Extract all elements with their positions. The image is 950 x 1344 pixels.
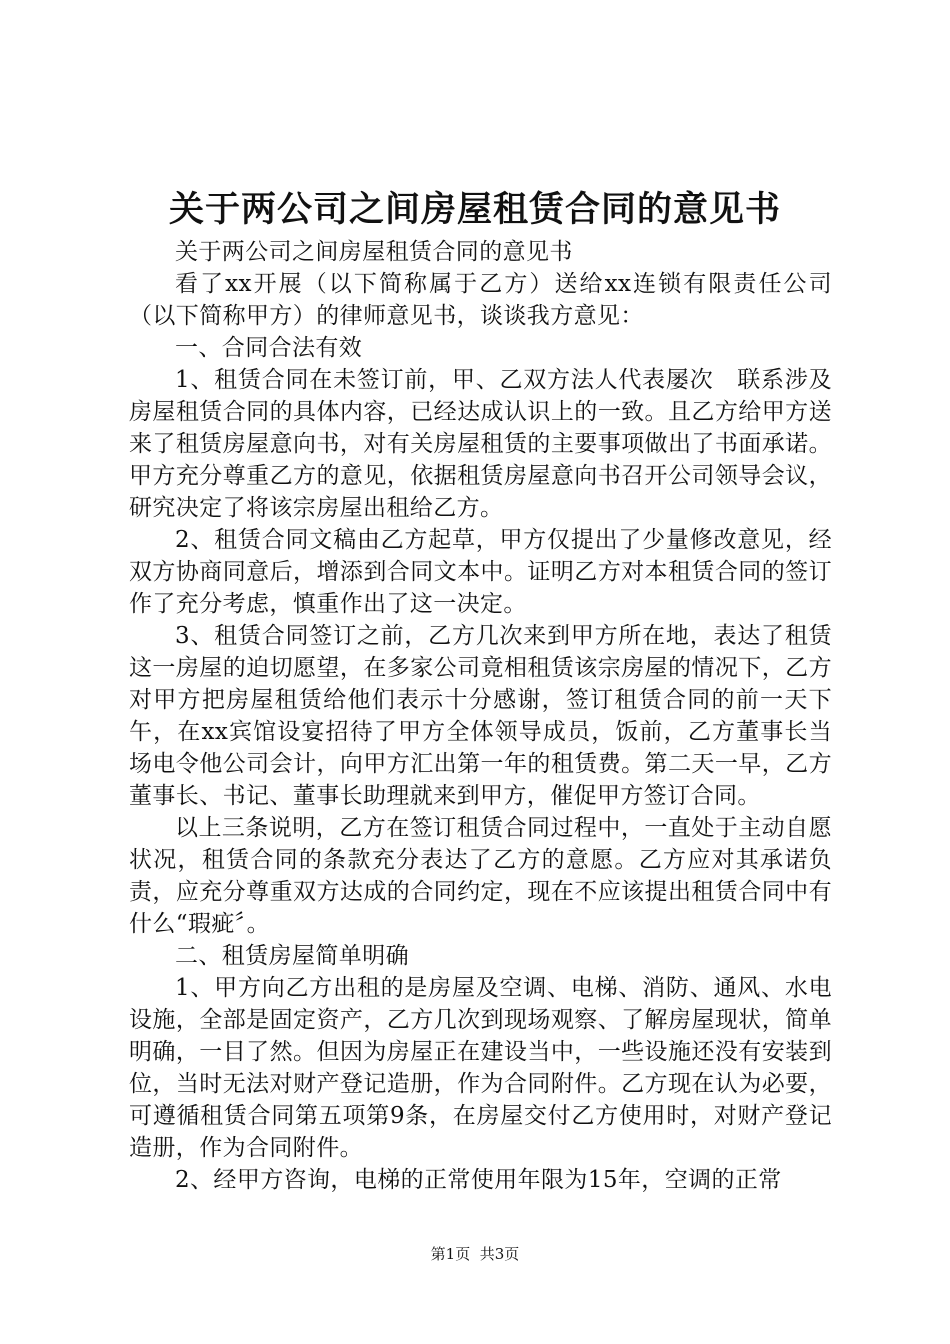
- paragraph: 2、租赁合同文稿由乙方起草，甲方仅提出了少量修改意见，经双方协商同意后，增添到合同文本中。证明乙方对本租赁合同的签订作了充分考虑，慎重作出了这一决定。: [129, 527, 832, 617]
- page-total: 共3页: [479, 1245, 520, 1263]
- document-title: 关于两公司之间房屋租赁合同的意见书: [168, 190, 781, 230]
- paragraph: 3、租赁合同签订之前，乙方几次来到甲方所在地，表达了租赁这一房屋的迫切愿望，在多家公司竟相租赁该宗房屋的情况下，乙方对甲方把房屋租赁给他们表示十分感谢，签订租赁合同的前一天下午，在xx宾馆设宴招待了甲方全体领导成员，饭前，乙方董事长当场电令他公司会计，向甲方汇出第一年的租赁费。第二天一早，乙方董事长、书记、董事长助理就来到甲方，催促甲方签订合同。: [129, 623, 832, 809]
- page-number: 第1页: [430, 1245, 471, 1263]
- footer-separator: [470, 1245, 480, 1263]
- paragraph: 以上三条说明，乙方在签订租赁合同过程中，一直处于主动自愿状况，租赁合同的条款充分表达了乙方的意愿。乙方应对其承诺负责，应充分尊重双方达成的合同约定，现在不应该提出租赁合同中有什么“瑕疵〞。: [129, 815, 832, 937]
- paragraph: 2、经甲方咨询，电梯的正常使用年限为15年，空调的正常: [175, 1167, 782, 1193]
- document-body: [129, 236, 832, 1196]
- section-heading: 二、租赁房屋简单明确: [175, 943, 409, 969]
- paragraph: 关于两公司之间房屋租赁合同的意见书: [175, 239, 573, 265]
- page-footer: [0, 1244, 950, 1264]
- paragraph: 1、租赁合同在未签订前，甲、乙双方法人代表屡次 联系涉及房屋租赁合同的具体内容，已经达成认识上的一致。且乙方给甲方送来了租赁房屋意向书，对有关房屋租赁的主要事项做出了书面承诺。甲方充分尊重乙方的意见，依据租赁房屋意向书召开公司领导会议，研究决定了将该宗房屋出租给乙方。: [129, 367, 832, 521]
- section-heading: 一、合同合法有效: [175, 335, 363, 361]
- paragraph: 1、甲方向乙方出租的是房屋及空调、电梯、消防、通风、水电设施，全部是固定资产，乙方几次到现场观察、了解房屋现状，简单明确，一目了然。但因为房屋正在建设当中，一些设施还没有安装到位，当时无法对财产登记造册，作为合同附件。乙方现在认为必要，可遵循租赁合同第五项第9条，在房屋交付乙方使用时，对财产登记造册，作为合同附件。: [129, 975, 832, 1161]
- paragraph: 看了xx开展（以下简称属于乙方）送给xx连锁有限责任公司（以下简称甲方）的律师意见书，谈谈我方意见：: [129, 271, 832, 329]
